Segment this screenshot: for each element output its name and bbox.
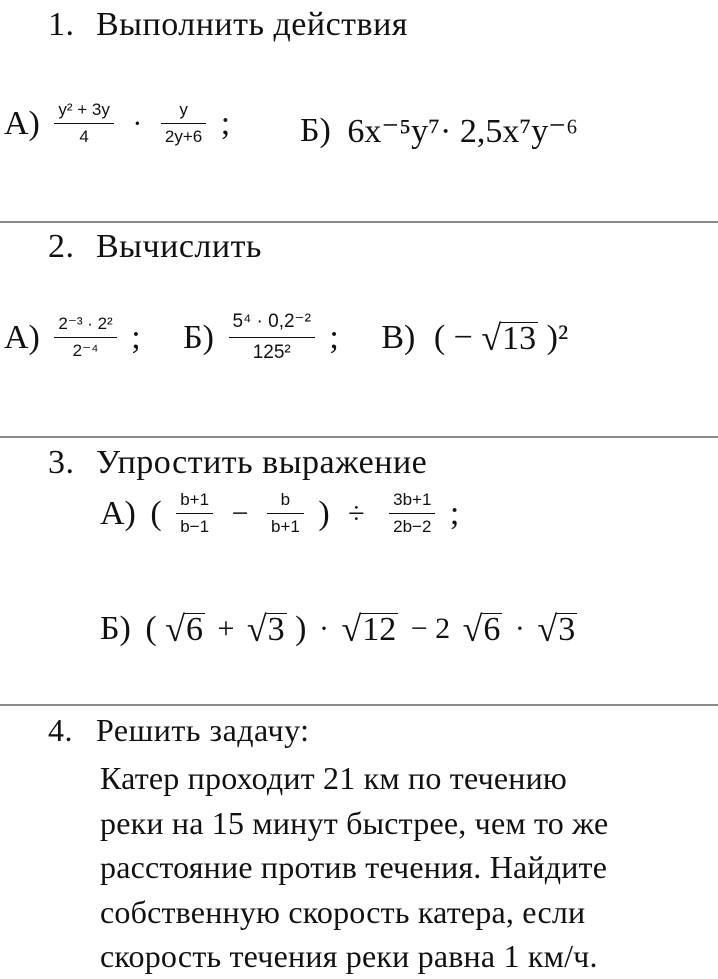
fraction-numerator: 2⁻³ · 2² [58,314,113,333]
task-1-heading [48,6,408,44]
fraction-denominator: 125² [252,342,291,363]
radicand: 12 [362,611,397,649]
radical-sign: √ [462,609,483,650]
task-2-title: Вычислить [96,228,262,265]
task-3b-row [100,608,577,648]
divider-2 [0,436,718,438]
task-4-number: 4. [48,712,73,748]
radical-sign: √ [537,609,558,650]
paren-open: ( [150,494,162,532]
minus-sign: − [231,496,249,530]
task-3a-end: ; [449,494,460,532]
task-1-title: Выполнить действия [96,6,408,43]
problem-line: Катер проходит 21 км по течению [100,760,568,796]
divider-1 [0,221,718,223]
fraction-denominator: 2y+6 [164,127,203,146]
fraction-bar [176,513,213,514]
task-1a-end: ; [220,104,231,142]
problem-line: реки на 15 минут быстрее, чем то же [100,804,609,841]
radicand: 3 [267,611,285,649]
task-1-row [4,100,230,147]
multiply-sign: · [318,612,329,646]
task-1-number: 1. [48,6,75,43]
square-root [246,609,287,650]
divide-sign: ÷ [348,496,365,530]
radicand: 3 [558,611,576,649]
task-2b-fraction [229,310,315,365]
task-2-row [4,310,568,365]
radical-sign: √ [165,609,185,650]
square-root [462,609,503,650]
task-3-number: 3. [48,444,75,481]
fraction-denominator: 2⁻⁴ [72,341,99,360]
fraction-bar [54,123,114,124]
fraction-denominator: 2b−2 [393,517,432,536]
task-2c-open: ( − [433,318,473,356]
task-1a-fraction-1 [54,100,114,147]
fraction-bar [389,513,435,514]
paren-close: ) [295,610,307,648]
task-1a-fraction-2 [161,100,206,147]
task-2-heading [48,228,262,266]
multiply-sign: · [514,612,525,646]
problem-line: скорость течения реки равна 1 км/ч. [100,938,598,974]
fraction-numerator: y [179,100,188,119]
fraction-bar [229,337,315,338]
radicand: 13 [502,319,537,357]
task-2b-end: ; [329,318,339,356]
square-root [481,317,538,358]
fraction-bar [161,123,206,124]
fraction-numerator: b [280,490,291,509]
square-root [165,609,205,650]
task-2a-end: ; [131,318,141,356]
plus-sign: + [217,612,235,646]
task-3a-label: А) [100,494,136,532]
problem-line: собственную скорость катера, если [100,893,586,930]
fraction-denominator: b−1 [180,517,210,536]
task-1b-label: Б) [300,112,331,150]
task-3a-fraction-1 [176,490,213,537]
task-2-number: 2. [48,228,75,265]
task-3a-fraction-2 [267,490,304,537]
problem-line: расстояние против течения. Найдите [100,849,608,885]
task-2c-label: В) [381,318,416,356]
task-1a-label: А) [4,104,40,142]
minus-two: − 2 [410,612,451,646]
fraction-bar [54,337,116,338]
task-3-title: Упростить выражение [96,444,428,481]
task-4-problem-text [100,756,608,979]
fraction-denominator: b+1 [270,517,300,536]
task-2b-label: Б) [183,318,215,356]
fraction-numerator: 3b+1 [393,490,432,509]
task-4-title: Решить задачу: [96,712,310,748]
task-1b-expression: 6x⁻⁵y⁷· 2,5x⁷y⁻⁶ [347,113,578,151]
square-root [537,609,577,650]
task-3-heading [48,444,427,482]
task-3a-row [100,490,459,537]
radicand: 6 [483,611,501,649]
radicand: 6 [185,611,203,649]
multiply-sign: · [132,106,143,140]
paren-close: ) [318,494,330,532]
task-1b-row [300,110,578,151]
task-4-heading [48,712,310,749]
task-2a-fraction [54,314,116,361]
fraction-numerator: b+1 [180,490,210,509]
paren-open: ( [145,610,157,648]
task-3a-fraction-3 [389,490,435,537]
fraction-numerator: y² + 3y [58,100,110,119]
fraction-numerator: 5⁴ · 0,2⁻² [232,311,311,332]
divider-3 [0,704,718,706]
radical-sign: √ [481,317,502,358]
radical-sign: √ [246,609,267,650]
radical-sign: √ [341,609,362,650]
task-2a-label: А) [4,318,40,356]
square-root [341,609,398,650]
fraction-denominator: 4 [79,127,89,146]
fraction-bar [267,513,304,514]
task-2c-close: )² [546,318,569,356]
task-3b-label: Б) [100,610,131,648]
